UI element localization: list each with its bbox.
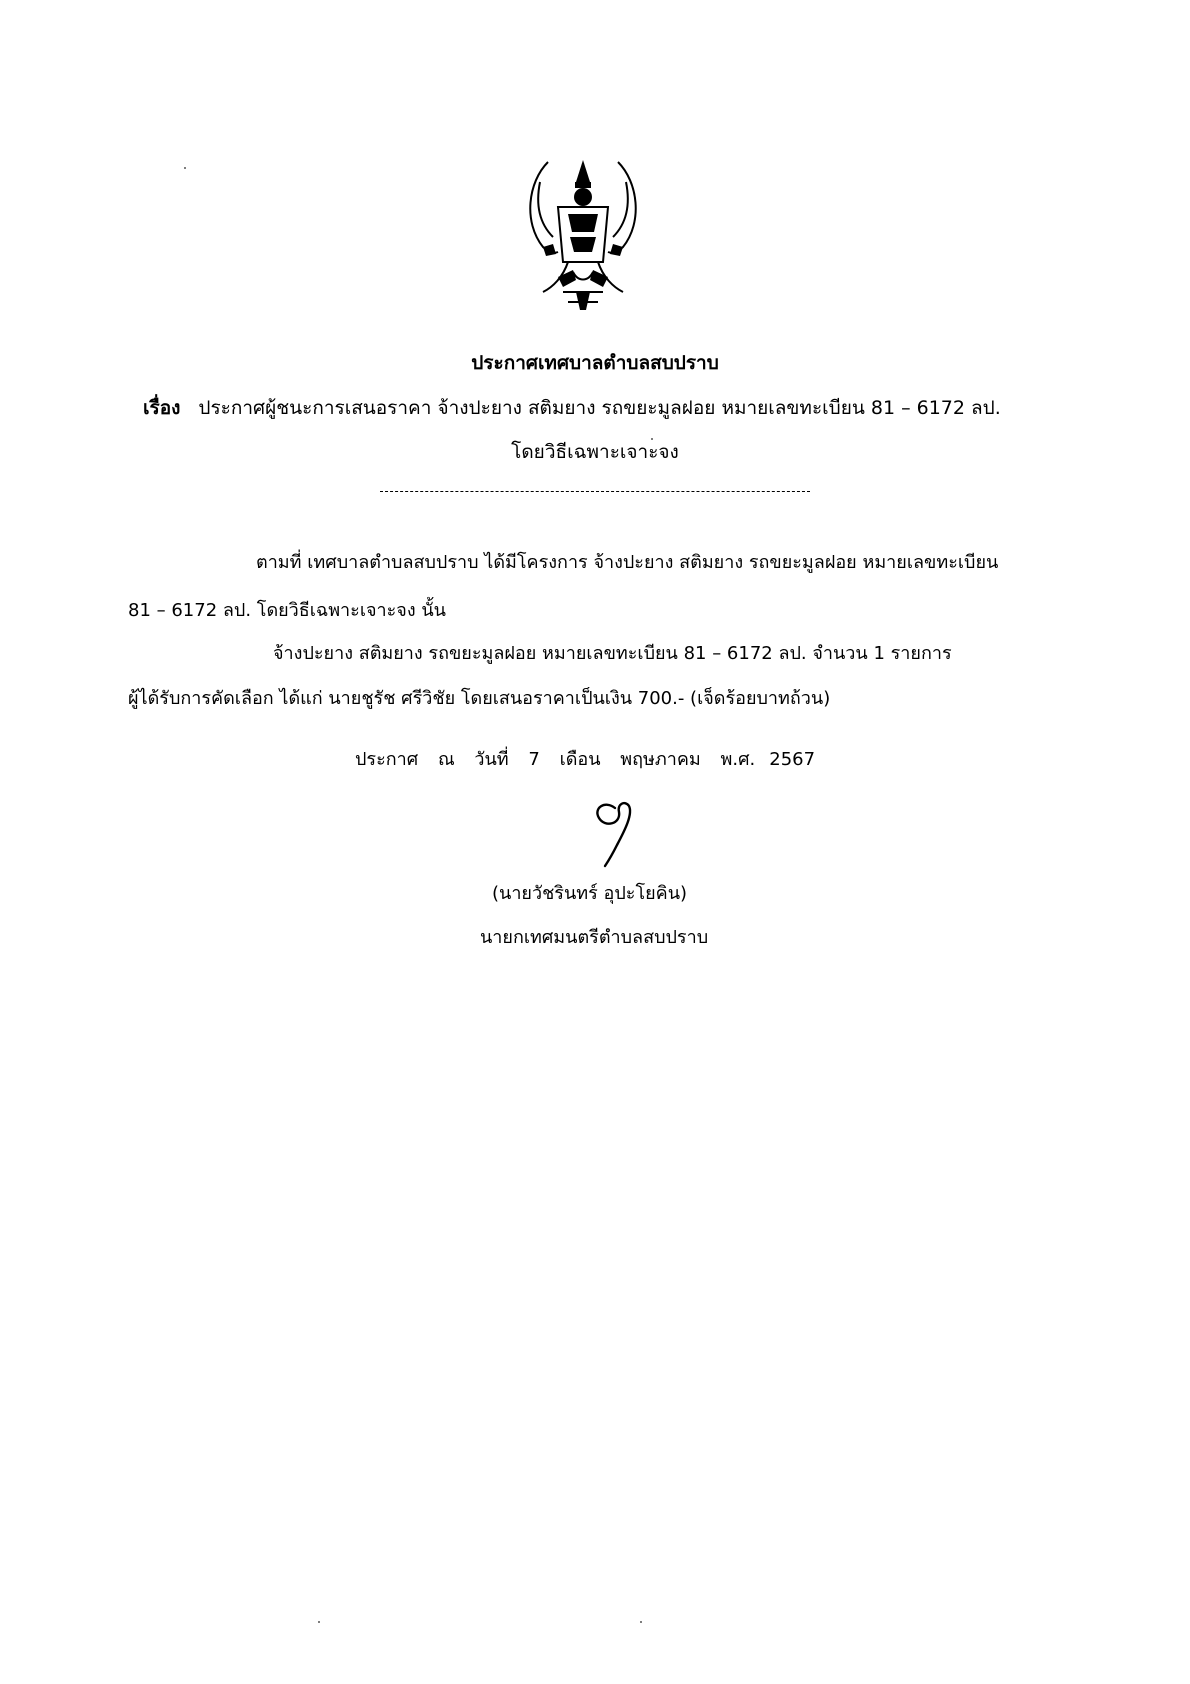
divider (380, 491, 810, 492)
date-month-label: เดือน (559, 749, 601, 770)
announcement-date (355, 744, 829, 773)
paragraph-2-line-2: ผู้ได้รับการคัดเลือก ได้แก่ นายชูรัช ศรีวิชัย โดยเสนอราคาเป็นเงิน 700.- (เจ็ดร้อยบาทถ้วน) (128, 688, 831, 709)
paragraph-1-line-1: ตามที่ เทศบาลตำบลสบปราบ ได้มีโครงการ จ้างปะยาง สติมยาง รถขยะมูลฝอย หมายเลขทะเบียน (256, 552, 999, 573)
subject-label: เรื่อง (143, 397, 181, 419)
date-at: ณ (437, 749, 455, 770)
signer-name: (นายวัชรินทร์ อุปะโยคิน) (492, 883, 688, 904)
subject-line (143, 393, 1001, 423)
paragraph-1-line-2: 81 – 6172 ลป. โดยวิธีเฉพาะเจาะจง นั้น (128, 600, 446, 621)
date-day-label: วันที่ (474, 749, 509, 770)
date-year: 2567 (769, 749, 816, 770)
date-day: 7 (528, 749, 540, 770)
scan-speck (651, 438, 653, 440)
garuda-emblem-icon (508, 152, 658, 312)
date-era: พ.ศ. (720, 749, 756, 770)
handwritten-signature-icon (585, 790, 645, 870)
scan-speck (318, 1621, 320, 1623)
subject-line-2: โดยวิธีเฉพาะเจาะจง (511, 441, 679, 463)
document-title: ประกาศเทศบาลตำบลสบปราบ (471, 352, 719, 374)
scan-speck (184, 167, 186, 169)
scan-speck (640, 1621, 642, 1623)
signer-position: นายกเทศมนตรีตำบลสบปราบ (480, 927, 709, 948)
paragraph-2-line-1: จ้างปะยาง สติมยาง รถขยะมูลฝอย หมายเลขทะเบียน 81 – 6172 ลป. จำนวน 1 รายการ (273, 643, 952, 664)
date-prefix: ประกาศ (355, 749, 419, 770)
subject-text: ประกาศผู้ชนะการเสนอราคา จ้างปะยาง สติมยาง รถขยะมูลฝอย หมายเลขทะเบียน 81 – 6172 ลป. (198, 397, 1001, 419)
date-month: พฤษภาคม (620, 749, 701, 770)
